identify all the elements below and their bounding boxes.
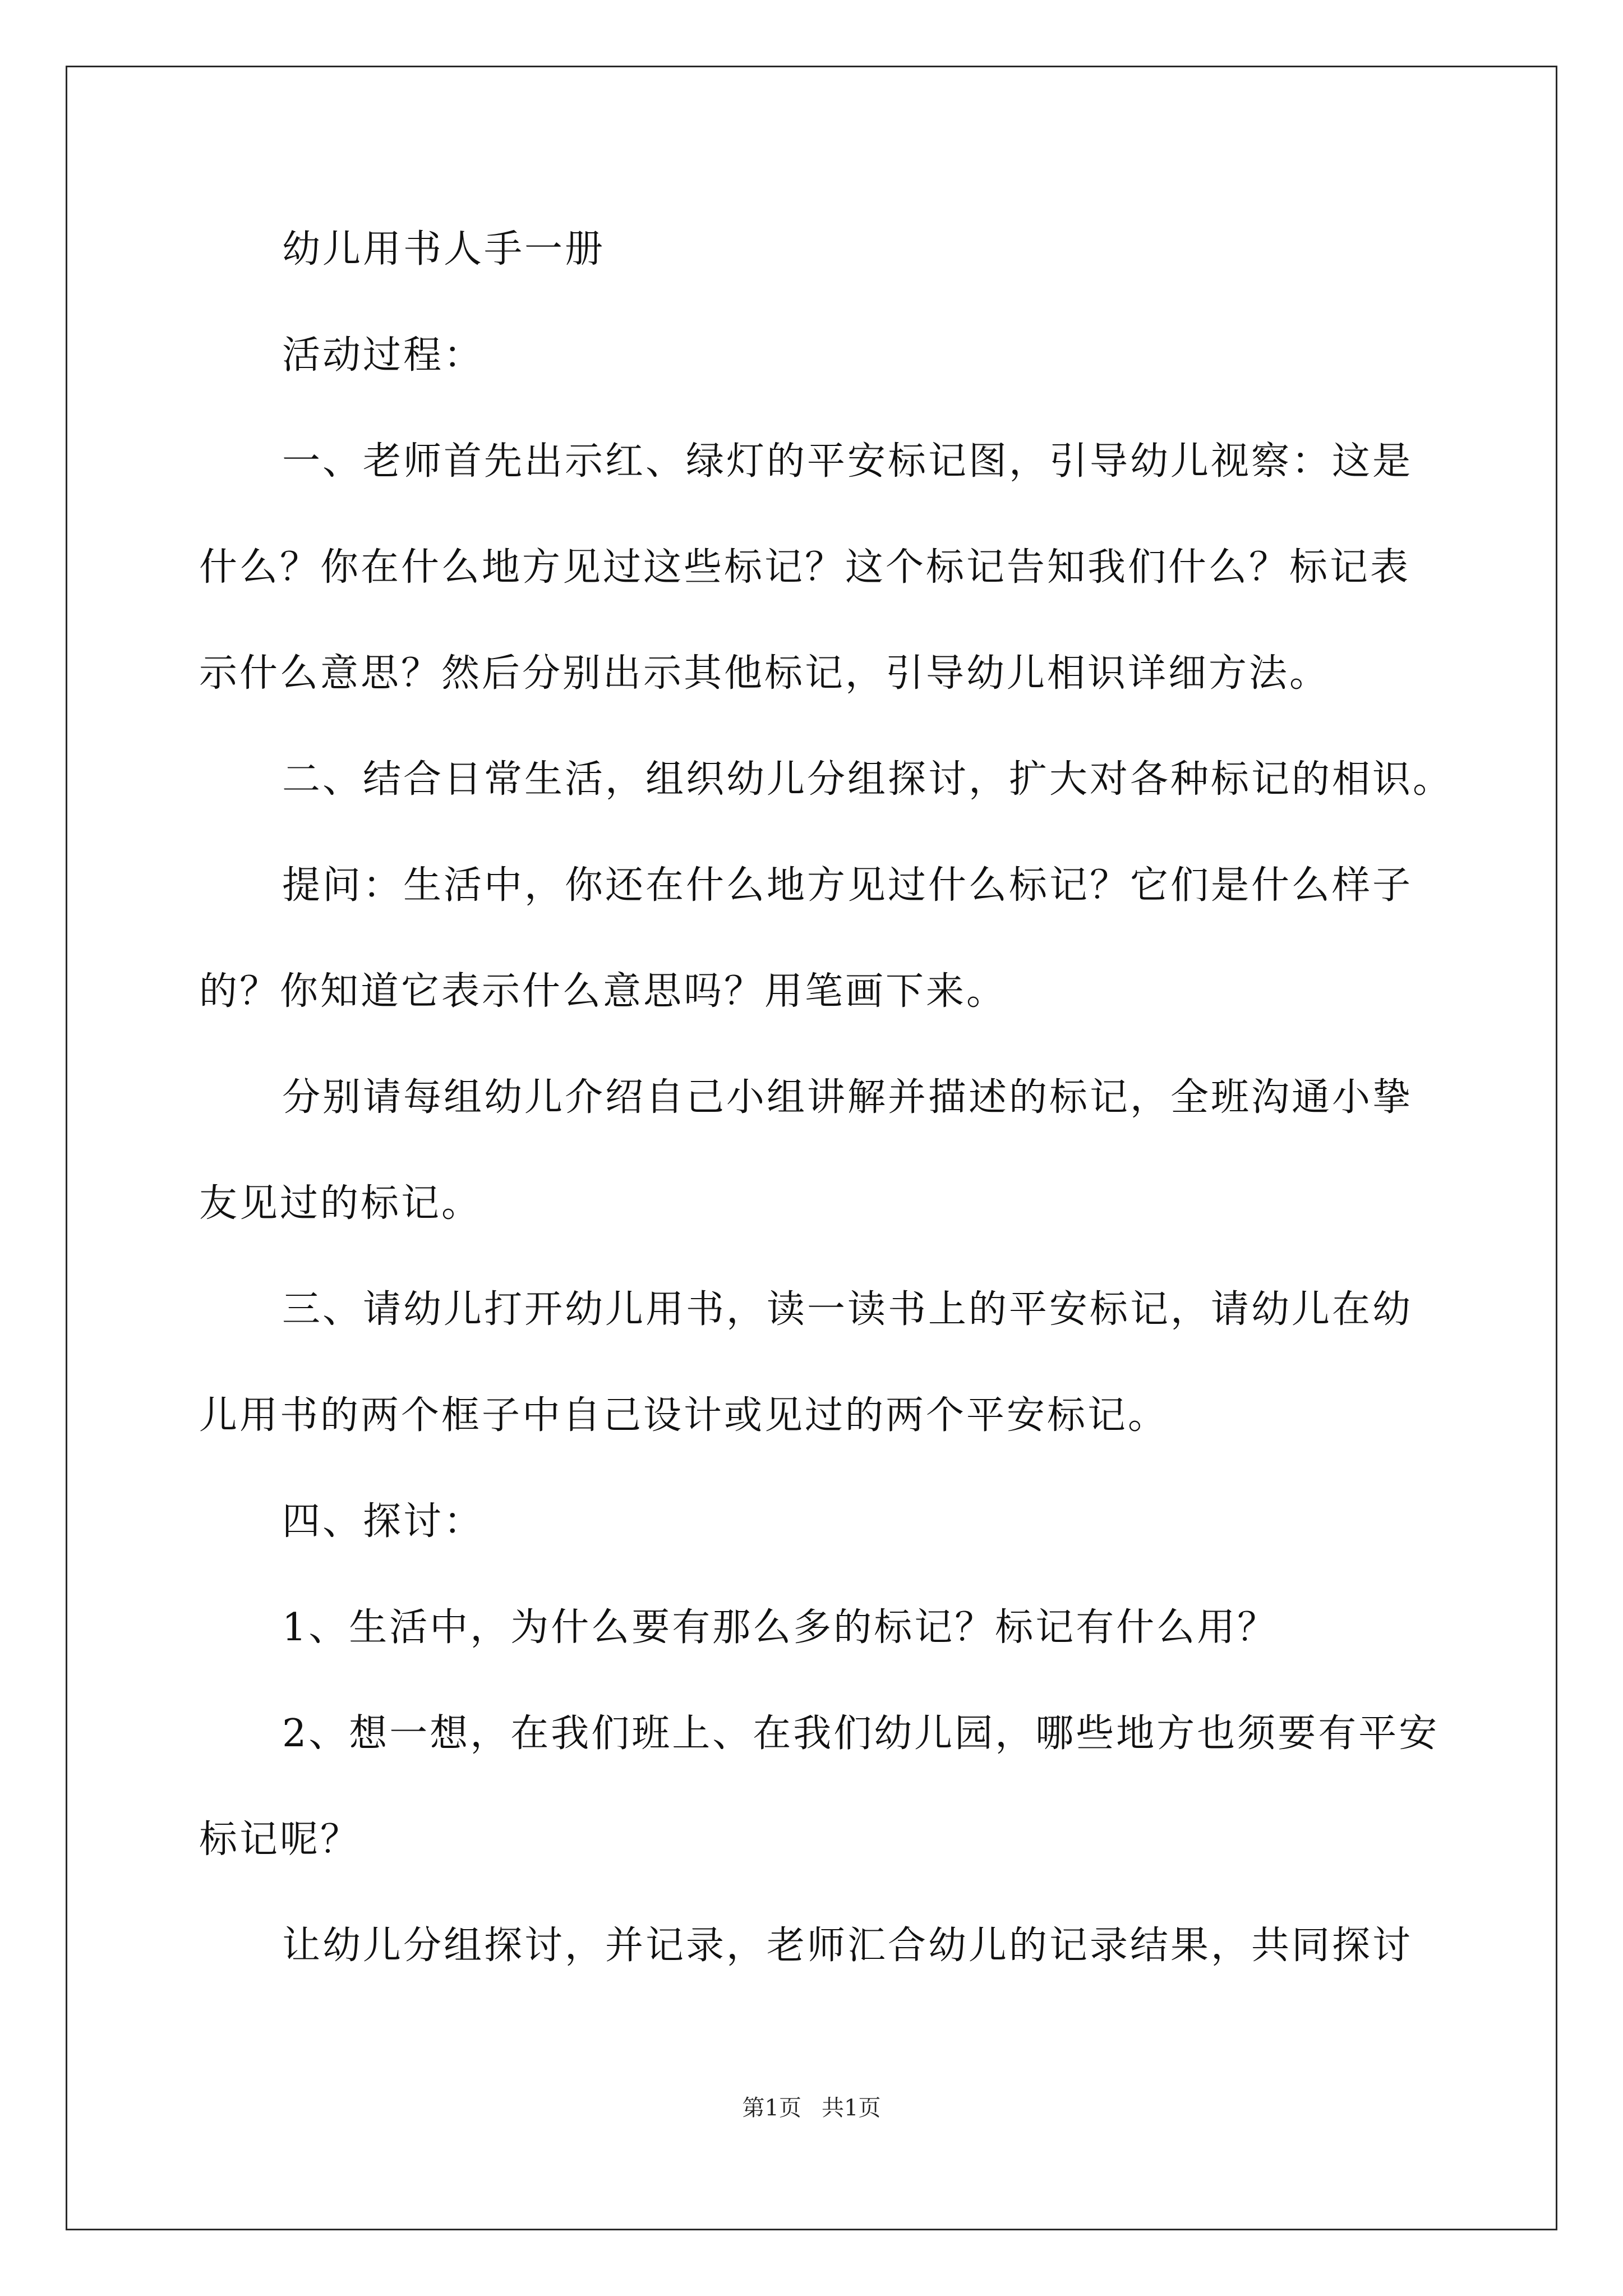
text-line: 什么？你在什么地方见过这些标记？这个标记告知我们什么？标记表 bbox=[199, 545, 1411, 590]
text-line: 1、生活中，为什么要有那么多的标记？标记有什么用？ bbox=[282, 1605, 1278, 1650]
text-line: 一、老师首先出示红、绿灯的平安标记图，引导幼儿视察：这是 bbox=[282, 439, 1413, 484]
text-line: 儿用书的两个框子中自己设计或见过的两个平安标记。 bbox=[199, 1393, 1169, 1438]
text-line: 让幼儿分组探讨，并记录，老师汇合幼儿的记录结果，共同探讨 bbox=[282, 1924, 1413, 1968]
text-line: 分别请每组幼儿介绍自己小组讲解并描述的标记，全班沟通小挚 bbox=[282, 1075, 1413, 1120]
text-line: 四、探讨： bbox=[282, 1499, 485, 1544]
text-line: 二、结合日常生活，组织幼儿分组探讨，扩大对各种标记的相识。 bbox=[282, 757, 1454, 802]
page-number-total: 共1页 bbox=[822, 2095, 881, 2121]
text-line: 示什么意思？然后分别出示其他标记，引导幼儿相识详细方法。 bbox=[199, 651, 1330, 696]
text-line: 友见过的标记。 bbox=[199, 1181, 482, 1226]
text-line: 活动过程： bbox=[282, 333, 485, 378]
text-line: 标记呢？ bbox=[199, 1818, 361, 1862]
page-footer bbox=[0, 2091, 1623, 2125]
page-border bbox=[66, 66, 1557, 2230]
text-line: 2、想一想，在我们班上、在我们幼儿园，哪些地方也须要有平安 bbox=[282, 1711, 1440, 1756]
text-line: 提问：生活中，你还在什么地方见过什么标记？它们是什么样子 bbox=[282, 863, 1413, 908]
text-line: 三、请幼儿打开幼儿用书，读一读书上的平安标记，请幼儿在幼 bbox=[282, 1287, 1413, 1332]
page-number-current: 第1页 bbox=[742, 2095, 801, 2121]
text-line: 的？你知道它表示什么意思吗？用笔画下来。 bbox=[199, 969, 1007, 1014]
text-line: 幼儿用书人手一册 bbox=[282, 227, 606, 272]
